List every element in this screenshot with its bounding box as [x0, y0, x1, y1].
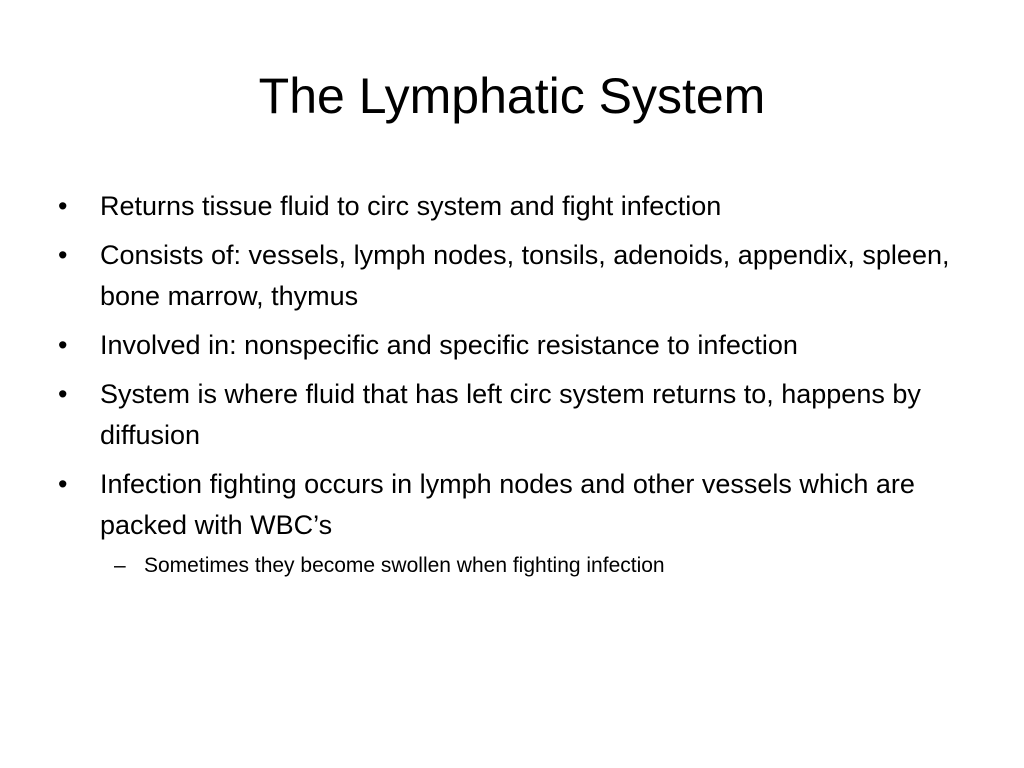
bullet-text: System is where fluid that has left circ system returns to, happens by diffusion	[100, 379, 921, 450]
list-item	[58, 186, 978, 227]
sub-bullet-text: Sometimes they become swollen when fighting infection	[144, 554, 665, 577]
slide-title: The Lymphatic System	[258, 68, 766, 124]
sub-list-item	[100, 551, 978, 581]
bullet-marker: •	[58, 191, 68, 221]
bullet-text: Infection fighting occurs in lymph nodes and other vessels which are packed with WBC’s	[100, 469, 915, 540]
bullet-list	[58, 186, 978, 589]
sub-bullet-marker: –	[114, 554, 126, 577]
sub-bullet-list	[100, 551, 978, 581]
bullet-text: Consists of: vessels, lymph nodes, tonsils, adenoids, appendix, spleen, bone marrow, thymus	[100, 240, 950, 311]
list-item	[58, 464, 978, 581]
bullet-text: Involved in: nonspecific and specific resistance to infection	[100, 330, 798, 360]
list-item	[58, 325, 978, 366]
bullet-marker: •	[58, 469, 68, 499]
bullet-marker: •	[58, 379, 68, 409]
bullet-marker: •	[58, 240, 68, 270]
list-item	[58, 235, 978, 317]
list-item	[58, 374, 978, 456]
bullet-marker: •	[58, 330, 68, 360]
bullet-text: Returns tissue fluid to circ system and fight infection	[100, 191, 722, 221]
